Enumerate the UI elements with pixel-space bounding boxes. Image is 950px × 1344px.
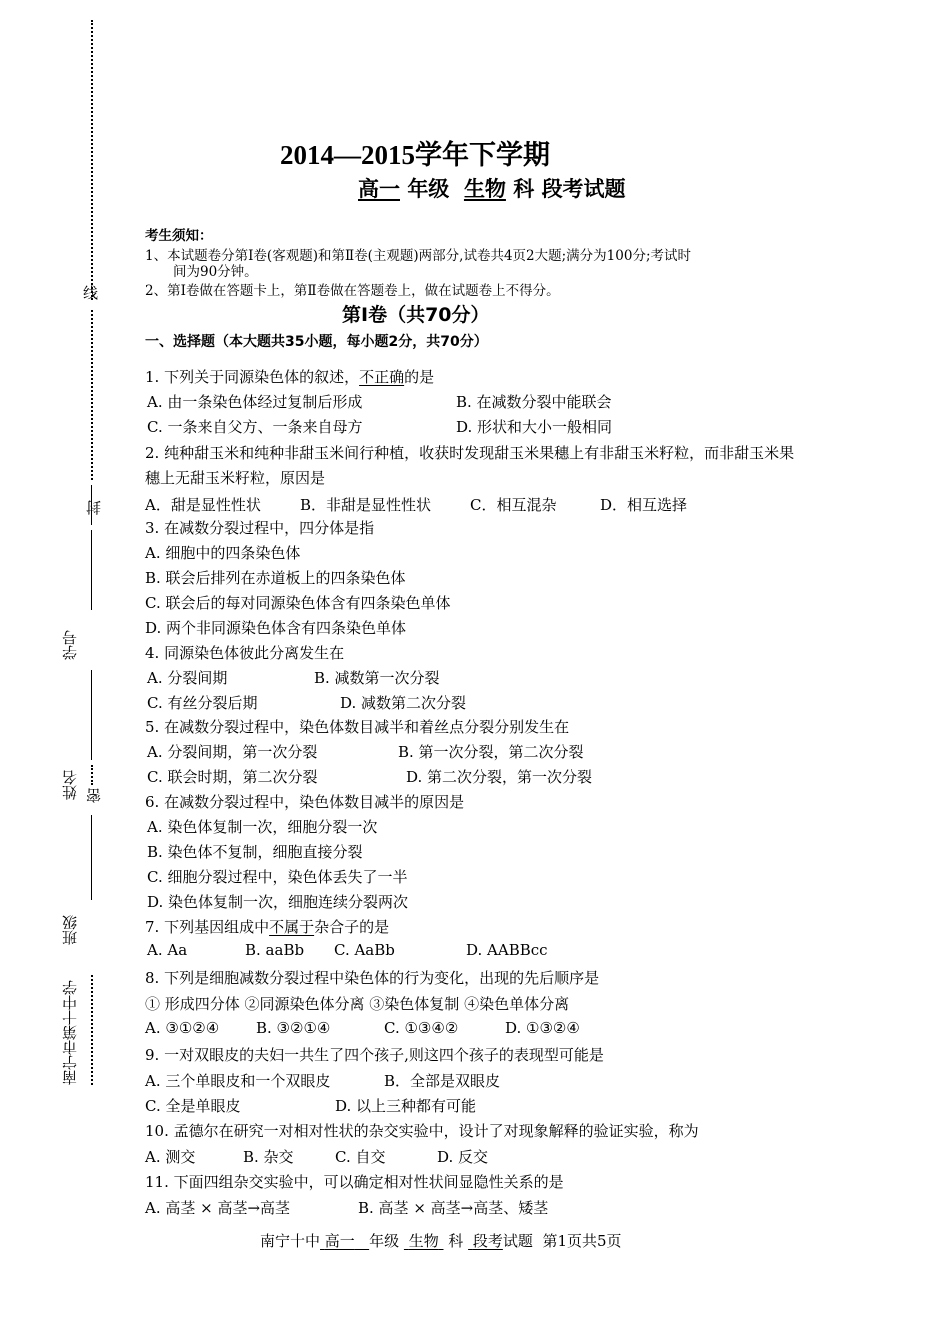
q10-stem: 10. 孟德尔在研究一对相对性状的杂交实验中，设计了对现象解释的验证实验，称为	[145, 1122, 699, 1140]
q1-stem-text: 1. 下列关于同源染色体的叙述，	[145, 368, 360, 386]
q8-items: ① 形成四分体 ②同源染色体分离 ③染色体复制 ④染色单体分离	[145, 995, 570, 1013]
q6-option-d: D. 染色体复制一次，细胞连续分裂两次	[147, 893, 409, 911]
q7-option-c: C. AaBb	[334, 941, 395, 959]
q2-option-b: B．非甜是显性性状	[300, 496, 432, 514]
footer-page-number: 第1页共5页	[542, 1232, 622, 1250]
q10-option-d: D. 反交	[437, 1148, 489, 1166]
q1-option-a: A. 由一条染色体经过复制后形成	[147, 393, 363, 411]
q9-option-a: A. 三个单眼皮和一个双眼皮	[145, 1072, 331, 1090]
footer-subject-text: 生物	[408, 1232, 439, 1250]
q1-stem-end: 的是	[404, 368, 435, 386]
q5-option-c: C. 联会时期，第二次分裂	[147, 768, 318, 786]
q9-stem: 9. 一对双眼皮的夫妇一共生了四个孩子,则这四个孩子的表现型可能是	[145, 1046, 604, 1064]
footer-subject	[404, 1232, 444, 1250]
footer-subject-suffix: 科	[448, 1232, 464, 1250]
notice-heading: 考生须知：	[145, 228, 213, 244]
q7-option-b: B. aaBb	[245, 941, 305, 959]
subtitle-exam: 段考试题	[541, 176, 626, 201]
footer-grade-text: 高一	[324, 1232, 355, 1250]
q3-option-c: C. 联会后的每对同源染色体含有四条染色单体	[145, 594, 451, 612]
school-label: 南宁市第十中学	[61, 980, 79, 1085]
q1-stem	[145, 366, 434, 387]
notice-item-2: 2、第Ⅰ卷做在答题卡上，第Ⅱ卷做在答题卷上，做在试题卷上不得分。	[145, 283, 560, 299]
subtitle-grade-suffix: 年级	[407, 176, 450, 201]
q7-stem-text: 7. 下列基因组成中	[145, 918, 270, 936]
q1-stem-underlined: 不正确	[359, 368, 405, 386]
q5-option-d: D. 第二次分裂，第一次分裂	[406, 768, 593, 786]
q9-option-c: C. 全是单眼皮	[145, 1097, 241, 1115]
q5-option-b: B. 第一次分裂，第二次分裂	[398, 743, 584, 761]
underline-feng	[91, 485, 92, 525]
exam-title: 2014—2015学年下学期	[280, 140, 550, 170]
subtitle-subject: 生物	[463, 176, 506, 201]
name-underline	[91, 670, 92, 760]
q11-stem: 11. 下面四组杂交实验中，可以确定相对性状间显隐性关系的是	[145, 1173, 564, 1191]
q6-option-c: C. 细胞分裂过程中，染色体丢失了一半	[147, 868, 408, 886]
q7-option-d: D. AABBcc	[466, 941, 548, 959]
footer-exam-suffix: 试题	[502, 1232, 533, 1250]
q3-option-d: D. 两个非同源染色体含有四条染色单体	[145, 619, 407, 637]
q1-option-b: B. 在减数分裂中能联会	[456, 393, 612, 411]
q9-option-b: B．全部是双眼皮	[384, 1072, 501, 1090]
binding-strip	[55, 20, 105, 1100]
notice-item-1: 1、本试题卷分第Ⅰ卷(客观题)和第Ⅱ卷(主观题)两部分,试卷共4页2大题;满分为100分;考试时	[145, 248, 691, 264]
seal-line-label: 线	[83, 284, 99, 302]
q8-option-c: C. ①③④②	[384, 1019, 459, 1037]
q3-option-a: A. 细胞中的四条染色体	[145, 544, 301, 562]
q4-option-b: B. 减数第一次分裂	[314, 669, 440, 687]
footer-exam	[468, 1232, 503, 1250]
q6-stem: 6. 在减数分裂过程中，染色体数目减半的原因是	[145, 793, 465, 811]
subtitle-grade: 高一	[358, 176, 400, 201]
q8-option-d: D. ①③②④	[505, 1019, 580, 1037]
q11-option-a: A. 高茎 × 高茎→高茎	[145, 1199, 291, 1217]
q1-option-c: C. 一条来自父方、一条来自母方	[147, 418, 363, 436]
q2-option-a: A．甜是显性性状	[145, 496, 261, 514]
footer-grade-suffix: 年级	[369, 1232, 400, 1250]
part1-title: 第Ⅰ卷（共70分）	[342, 304, 490, 326]
id-underline	[91, 530, 92, 610]
seal-mi-label: 密	[85, 788, 103, 803]
seal-feng-label: 封	[85, 500, 103, 515]
dotted-line-upper	[91, 310, 93, 480]
q7-stem	[145, 916, 389, 937]
dotted-line-top	[91, 20, 93, 300]
q6-option-a: A. 染色体复制一次，细胞分裂一次	[147, 818, 378, 836]
q4-option-a: A. 分裂间期	[147, 669, 228, 687]
id-label: 学号	[61, 630, 79, 660]
q7-stem-underlined: 不属于	[269, 918, 315, 936]
dotted-line-bottom	[91, 975, 93, 1085]
class-label: 班级	[61, 915, 79, 945]
q3-stem: 3. 在减数分裂过程中，四分体是指	[145, 519, 375, 537]
exam-subtitle	[358, 173, 626, 203]
dotted-line-mid	[91, 765, 93, 785]
q8-option-b: B. ③②①④	[256, 1019, 331, 1037]
footer-grade	[320, 1232, 369, 1250]
footer-school: 南宁十中	[260, 1232, 321, 1250]
q7-option-a: A. Aa	[147, 941, 188, 959]
q8-option-a: A. ③①②④	[145, 1019, 220, 1037]
q11-option-b: B. 高茎 × 高茎→高茎、矮茎	[358, 1199, 549, 1217]
q10-option-c: C. 自交	[335, 1148, 386, 1166]
q1-option-d: D. 形状和大小一般相同	[456, 418, 613, 436]
footer-exam-text: 段考	[472, 1232, 503, 1250]
q4-option-d: D. 减数第二次分裂	[340, 694, 467, 712]
q3-option-b: B. 联会后排列在赤道板上的四条染色体	[145, 569, 406, 587]
notice-item-1-cont: 间为90分钟。	[173, 264, 258, 280]
q5-stem: 5. 在减数分裂过程中，染色体数目减半和着丝点分裂分别发生在	[145, 718, 570, 736]
q2-stem-cont: 穗上无甜玉米籽粒，原因是	[145, 469, 326, 487]
q9-option-d: D. 以上三种都有可能	[335, 1097, 477, 1115]
name-label: 姓名	[61, 770, 79, 800]
q10-option-b: B. 杂交	[243, 1148, 294, 1166]
q4-option-c: C. 有丝分裂后期	[147, 694, 258, 712]
q4-stem: 4. 同源染色体彼此分离发生在	[145, 644, 345, 662]
q7-stem-end: 杂合子的是	[314, 918, 390, 936]
q2-stem: 2. 纯种甜玉米和纯种非甜玉米间行种植，收获时发现甜玉米果穗上有非甜玉米籽粒，而非甜玉米果	[145, 444, 795, 462]
page-footer	[260, 1230, 622, 1251]
q8-stem: 8. 下列是细胞减数分裂过程中染色体的行为变化，出现的先后顺序是	[145, 969, 600, 987]
subtitle-subject-suffix: 科	[513, 176, 535, 201]
class-underline	[91, 815, 92, 900]
q2-option-d: D．相互选择	[600, 496, 688, 514]
q10-option-a: A. 测交	[145, 1148, 196, 1166]
section-title: 一、选择题（本大题共35小题，每小题2分，共70分）	[145, 334, 488, 350]
q6-option-b: B. 染色体不复制，细胞直接分裂	[147, 843, 363, 861]
q5-option-a: A. 分裂间期，第一次分裂	[147, 743, 318, 761]
q2-option-c: C．相互混杂	[470, 496, 557, 514]
